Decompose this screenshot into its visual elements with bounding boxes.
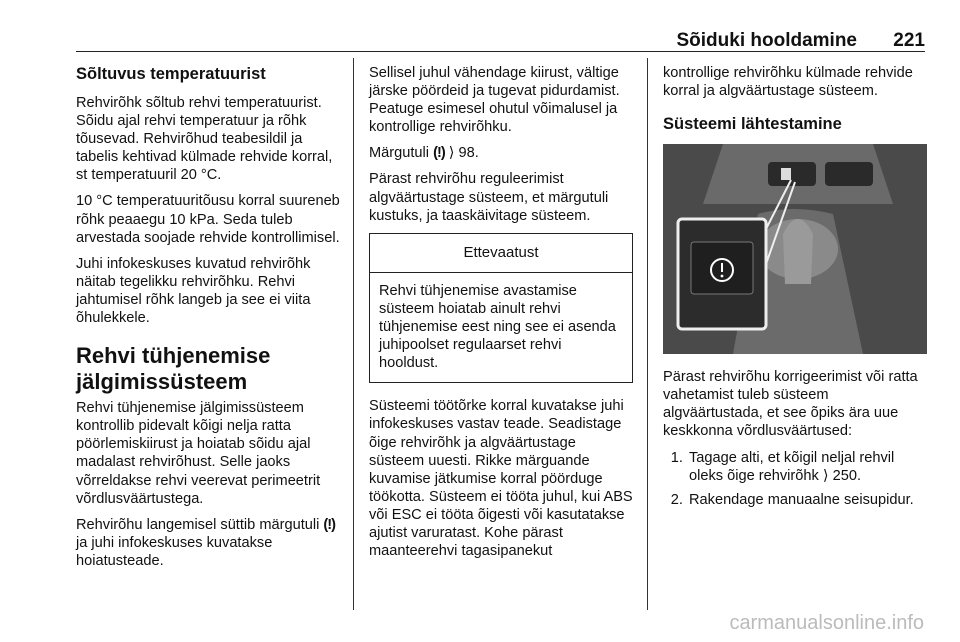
page-ref-arrow-icon: ⟩ [448,145,455,162]
console-button-photo [663,144,927,354]
paragraph: Sellisel juhul vähendage kiirust, vältige järske pöördeid ja tugevat pidurdamist. Peatuge esimesel ohutul võimalusel ja kontrollige rehvirõhku. [369,65,620,136]
column-divider [353,58,354,610]
caution-body: Rehvi tühjenemise avastamise süsteem hoiatab ainult rehvi tühjenemise eest ning see ei asenda juhipoolset regulaarset rehvi hooldust. [379,282,616,372]
text: ja juhi infokeskuses kuvatakse hoiatusteade. [76,534,273,569]
text: Märgutuli [369,145,430,162]
page-reference[interactable]: 250. [832,467,862,484]
column-3 [663,64,927,515]
paragraph [76,516,342,570]
section-title: Rehvi tühjenemise jälgimissüsteem [76,343,271,395]
list-item [687,491,927,509]
paragraph: Pärast rehvirõhu korrigeerimist või ratta vahetamist tuleb süsteem algväärtustada, et see õpiks ära uue keskkonna võrdlusväärtused: [663,369,918,440]
header-rule [76,51,925,52]
paragraph: kontrollige rehvirõhku külmade rehvide korral ja algväärtustage süsteem. [663,65,913,100]
page-number: 221 [893,30,925,51]
paragraph: Juhi infokeskuses kuvatud rehvirõhk näitab tegelikku rehvirõhku. Rehvi jahtumisel rõhk langeb ja see ei viita õhulekkele. [76,255,311,327]
paragraph: 10 °C temperatuuritõusu korral suureneb rõhk peaaegu 10 kPa. Seda tuleb arvestada soojade rehvide kontrollimisel. [76,193,340,246]
page-header [76,30,925,52]
subheading-reset: Süsteemi lähtestamine [663,115,842,134]
column-divider [647,58,648,610]
caution-box [369,233,633,384]
step-text: Tagage alti, et kõigil neljal rehvil oleks õige rehvirõhk [689,449,895,484]
watermark: carmanualsonline.info [729,612,924,634]
paragraph [369,144,633,162]
step-text: Rakendage manuaalne seisupidur. [689,491,914,508]
column-1 [76,64,342,578]
column-2 [369,64,633,568]
console-illustration [663,144,927,354]
list-item [687,449,927,485]
steps-list [663,449,927,509]
tpms-warning-icon: (!) [323,516,336,533]
text: Rehvirõhu langemisel süttib märgutuli [76,516,320,533]
tpms-warning-icon: (!) [433,145,445,162]
paragraph: Pärast rehvirõhu reguleerimist algväärtustage süsteem, et märgutuli kustuks, ja taaskäivitage süsteem. [369,171,609,224]
page-reference[interactable]: 98. [458,145,479,162]
paragraph: Süsteemi töötõrke korral kuvatakse juhi infokeskuses vastav teade. Seadistage õige rehvirõhk ja algväärtustage süsteem uuesti. Rikke märguande kuvamise jätkumise korral pöörduge töökotta. Süsteem ei tööta juhul, kui ABS või ESC ei tööta õigesti või kasutatakse ajutist varuratast. Kohe pärast maanteerehvi tagasipanekut [369,398,633,560]
subheading-temperature: Sõltuvus temperatuurist [76,65,266,83]
paragraph: Rehvi tühjenemise jälgimissüsteem kontrollib pidevalt kõigi nelja ratta pöörlemiskiirust ja hoiatab sõidu ajal madalast rehvirõhust. Selle jaoks võrreldakse rehvi veerevat perimeetrit võrdlusväärtustega. [76,400,321,507]
paragraph: Rehvirõhk sõltub rehvi temperatuurist. Sõidu ajal rehvi temperatuur ja rõhk tõusevad. Rehvirõhud teabesildil ja tabelis kehtivad külmade rehvide korral, st temperatuuril 20 °C. [76,95,333,184]
header-title: Sõiduki hooldamine [676,30,857,51]
caution-title: Ettevaatust [370,234,632,273]
page-ref-arrow-icon: ⟩ [822,467,829,484]
